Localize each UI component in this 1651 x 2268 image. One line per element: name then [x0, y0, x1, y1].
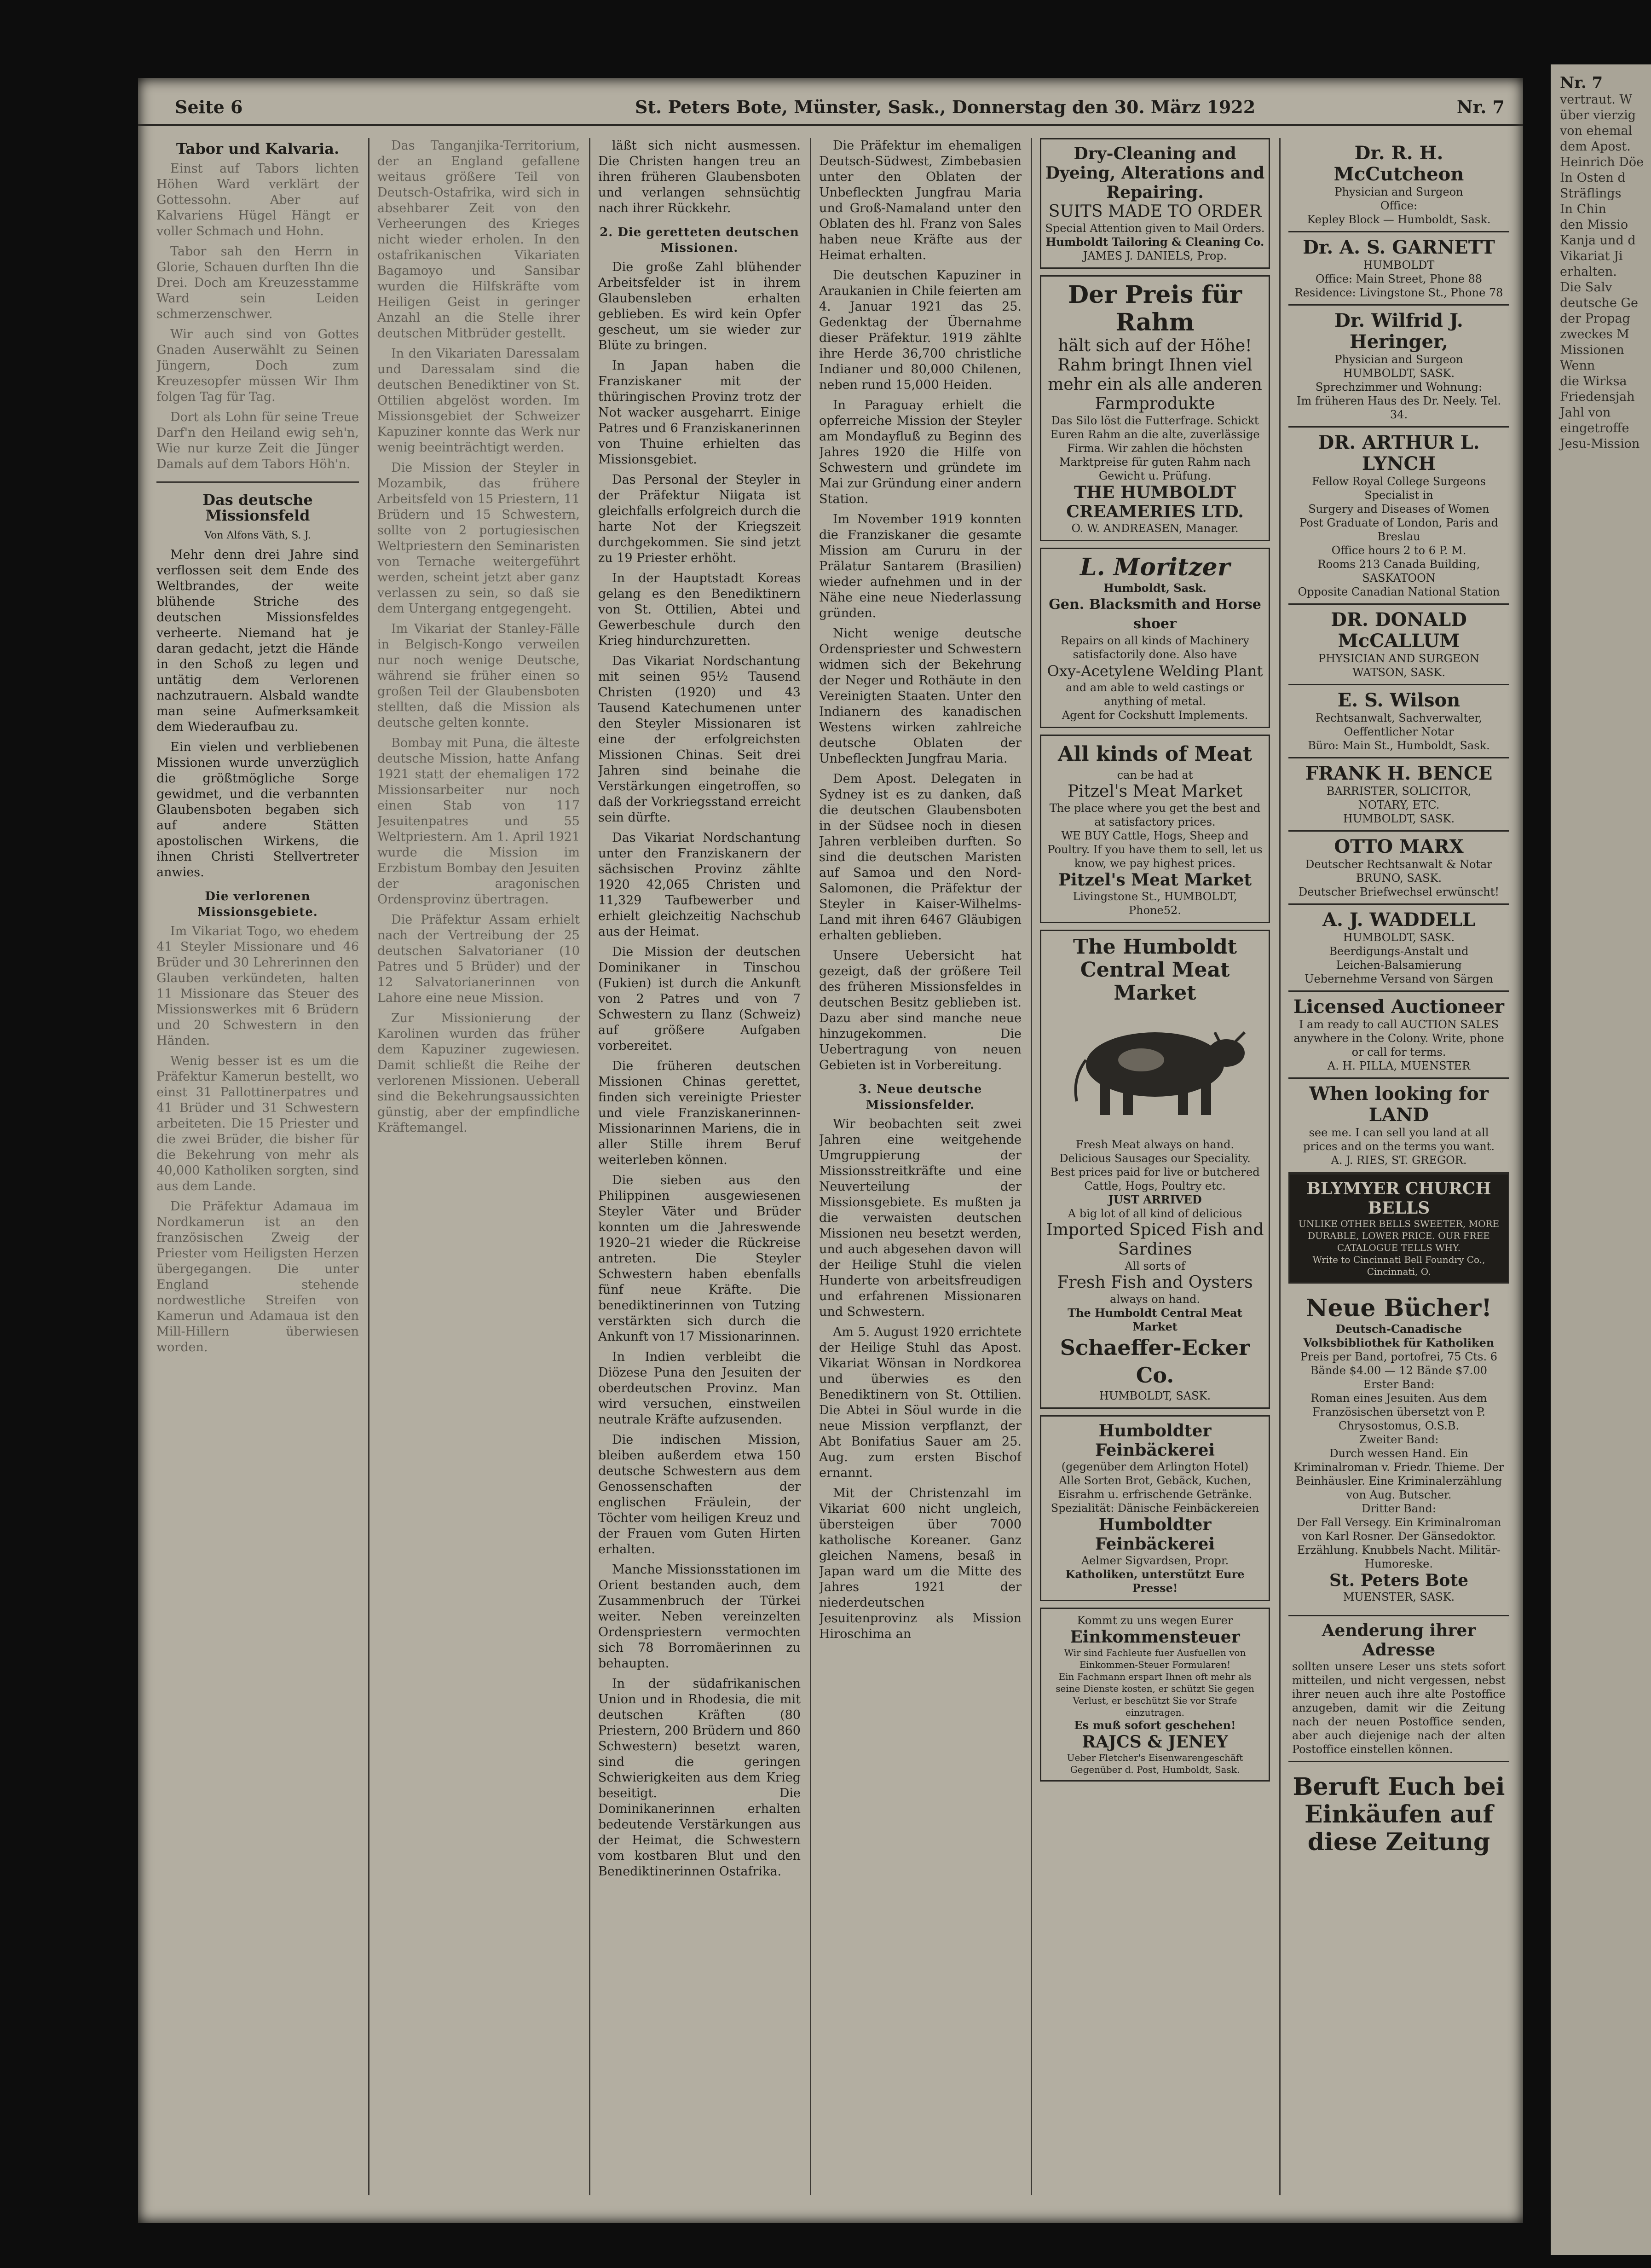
card-line: BRUNO, SASK.: [1356, 872, 1442, 885]
ad-line: Best prices paid for live or butchered Cattle, Hogs, Poultry etc.: [1050, 1166, 1260, 1192]
ad-title: All kinds of Meat: [1057, 742, 1253, 766]
article-paragraph: Die Präfektur Assam erhielt nach der Vertreibung der 25 deutschen Salvatorianer (10 Patres und 5 Brüder) und der 12 Salvatorianerinnen von Lahore eine neue Mission.: [377, 913, 580, 1005]
poem: [156, 161, 359, 472]
section-heading: Die verlorenen Missionsgebiete.: [197, 890, 318, 919]
card-line: HUMBOLDT, SASK.: [1343, 367, 1455, 380]
ad-title: Neue Bücher!: [1305, 1294, 1492, 1322]
article-paragraph: Ein vielen und verbliebenen Missionen wurde unverzüglich die größtmögliche Sorge gewidmet, und die verbannten Glaubensboten begaben sich auf andere Stätten apostolischen Wirkens, die ihnen Christi Stellvertreter anwies.: [156, 740, 359, 879]
ad-line: The place where you get the best and at satisfactory prices.: [1049, 802, 1261, 828]
ad-line: Katholiken, unterstützt Eure Presse!: [1065, 1568, 1245, 1595]
ad-line: Dritter Band:: [1362, 1502, 1436, 1515]
card-line: Residence: Livingstone St., Phone 78: [1294, 286, 1503, 299]
article-paragraph: Mehr denn drei Jahre sind verflossen seit dem Ende des Weltbrandes, der weite blühende Striche des deutschen Missionsfeldes verheerte. Niemand hat je daran gedacht, jetzt die Hände in den Schoß zu legen und untätig dem Verlorenen nachzutrauern. Alsbald wandte man seine Aufmerksamkeit dem Wiederaufbau zu.: [156, 548, 359, 734]
article-paragraph: Wenig besser ist es um die Präfektur Kamerun bestellt, wo einst 31 Pallottinerpatres und 41 Brüder und 31 Schwestern arbeiteten. Die 15 Priester und die zwei Brüder, die bisher für die Bekehrung von mehr als 40,000 Katholiken sorgten, sind aus dem Lande.: [156, 1054, 359, 1193]
ad-line: A big lot of all kind of delicious: [1068, 1207, 1242, 1220]
professional-card: [1288, 992, 1509, 1079]
ad-line: Alle Sorten Brot, Gebäck, Kuchen, Eisrahm u. erfrischende Getränke. Spezialität: Dänische Feinbäckereien: [1051, 1474, 1259, 1515]
ad-dry-cleaning: [1040, 138, 1270, 269]
byline: Von Alfons Väth, S. J.: [204, 530, 311, 541]
section-heading: 2. Die geretteten deutschen Missionen.: [600, 226, 799, 255]
edge-line: erhalten.: [1560, 265, 1617, 279]
ad-line: Zweiter Band:: [1359, 1433, 1439, 1446]
ad-line: (gegenüber dem Arlington Hotel): [1061, 1460, 1249, 1473]
column-ads: [1040, 138, 1270, 2195]
article-paragraph: Mit der Christenzahl im Vikariat 600 nicht ungleich, übersteigen über 7000 katholische Koreaner. Ganz gleichen Namens, besaß in Japan ward um die Mitte des Jahres 1921 der niederdeutschen Jesuitenprovinz als Mission Hiroschima an: [819, 1486, 1022, 1641]
card-name: DR. DONALD McCALLUM: [1331, 609, 1467, 652]
ad-line: Ein Fachmann erspart Ihnen oft mehr als seine Dienste kosten, er schützt Sie gegen Verlust, er beschützt Sie vor Strafe einzutragen.: [1056, 1671, 1254, 1718]
professional-card: [1288, 306, 1509, 428]
card-name: When looking for LAND: [1309, 1083, 1489, 1126]
article-paragraph: Manche Missionsstationen im Orient bestanden auch, dem Zusammenbruch der Türkei weiter. Neben vereinzelten Ordenspriestern vermochten sich 78 Borromäerinnen zu behaupten.: [598, 1562, 801, 1671]
article-paragraph: In der südafrikanischen Union und in Rhodesia, die mit deutschen Kräften (80 Priestern, 200 Brüdern und 860 Schwestern) besetzt waren, sind die geringen Schwierigkeiten aus dem Krieg beseitigt. Die Dominikanerinnen erhalten bedeutende Verstärkungen aus der Heimat, die Schwestern vom kostbaren Blut und den Benediktinerinnen Ostafrika.: [598, 1677, 801, 1879]
article-paragraph: Im Vikariat Togo, wo ehedem 41 Steyler Missionare und 46 Brüder und 30 Lehrerinnen den Glauben verkündeten, halten 11 Missionare das Steuer des Missionswerkes mit 6 Brüdern und 20 Schwestern in den Händen.: [156, 924, 359, 1048]
ad-creamery: [1040, 275, 1270, 541]
article-paragraph: Das Personal der Steyler in der Präfektur Niigata ist gleichfalls erfolgreich durch die harte Not der Kriegszeit durchgekommen. Sie sind jetzt zu 19 Priester erhöht.: [598, 473, 801, 565]
professional-card: [1288, 428, 1509, 605]
edge-line: deutsche Ge: [1560, 296, 1638, 310]
ad-line: Rahm bringt Ihnen viel mehr ein als alle anderen Farmprodukte: [1048, 356, 1262, 413]
edge-line: eingetroffe: [1560, 421, 1629, 435]
card-line: Leichen-Balsamierung: [1336, 959, 1462, 972]
card-name: Dr. A. S. GARNETT: [1303, 237, 1495, 258]
ad-title: Einkommensteuer: [1070, 1627, 1240, 1647]
article-paragraph: Die Präfektur Adamaua im Nordkamerun ist an den französischen Zweig der Priester vom Heiligsten Herzen übergegangen. Die unter England stehende nordwestliche Streifen von Kamerun und Adamaua ist den Mill-Hillern überwiesen worden.: [156, 1199, 359, 1354]
edge-line: Sträflings: [1560, 186, 1622, 201]
column-rule: [810, 138, 811, 2195]
masthead-bar: [138, 92, 1523, 126]
ad-line: Erster Band:: [1363, 1378, 1435, 1391]
card-line: Sprechzimmer und Wohnung:: [1315, 381, 1483, 393]
card-line: A. H. PILLA, MUENSTER: [1327, 1059, 1471, 1072]
next-page-number: Nr. 7: [1560, 74, 1603, 92]
card-line: Rechtsanwalt, Sachverwalter,: [1315, 712, 1483, 724]
ad-line: Imported Spiced Fish and Sardines: [1046, 1221, 1264, 1259]
card-name: Dr. R. H. McCutcheon: [1334, 142, 1464, 185]
article-paragraph: Wir beobachten seit zwei Jahren eine weitgehende Umgruppierung der Missionsstreitkräfte und eine Neuverteilung der Missionsgebiete. Es mußten ja die verwaisten deutschen Missionen neu besetzt werden, und auch abgesehen davon will der Heilige Stuhl die vielen Hunderte von arbeitsfreudigen und erfahrenen Missionaren und Schwestern.: [819, 1117, 1022, 1319]
ad-line: Wir sind Fachleute fuer Ausfuellen von Einkommen-Steuer Formularen!: [1064, 1647, 1246, 1670]
edge-line: von ehemal: [1560, 124, 1633, 138]
ad-line: Agent for Cockshutt Implements.: [1062, 709, 1248, 722]
ad-line: HUMBOLDT, SASK.: [1099, 1389, 1211, 1402]
card-line: Im früheren Haus des Dr. Neely. Tel. 34.: [1297, 394, 1501, 421]
ad-line: Fresh Meat always on hand.: [1075, 1138, 1235, 1151]
column-2: [377, 138, 580, 2195]
article-paragraph: In der Hauptstadt Koreas gelang es den Benediktinern von St. Ottilien, Abtei und Gewerbeschule durch den Krieg hindurchzuretten.: [598, 571, 801, 648]
card-line: A. J. RIES, ST. GREGOR.: [1331, 1154, 1467, 1167]
section-heading: 3. Neue deutsche Missionsfelder.: [858, 1082, 982, 1112]
ad-line: Durch wessen Hand. Ein Kriminalroman v. Friedr. Thieme. Der Beinhäusler. Eine Kriminalerzählung von Aug. Butscher.: [1293, 1447, 1504, 1501]
professional-card: [1288, 232, 1509, 306]
ad-line: Der Fall Versegy. Ein Kriminalroman von Karl Rosner. Der Gänsedoktor. Erzählung. Knubbels Nacht. Militär-Humoreske.: [1296, 1516, 1501, 1570]
edge-line: Die Salv: [1560, 280, 1612, 295]
ad-firm: THE HUMBOLDT CREAMERIES LTD.: [1066, 483, 1244, 521]
card-line: HUMBOLDT, SASK.: [1343, 812, 1455, 825]
edge-line: Jahl von: [1560, 405, 1611, 420]
edge-line: In Chin: [1560, 202, 1606, 216]
ad-bakery: [1040, 1415, 1270, 1601]
edge-line: über vierzig: [1560, 108, 1636, 122]
ad-pitzel: [1040, 735, 1270, 923]
card-line: NOTARY, ETC.: [1358, 798, 1440, 811]
edge-line: dem Apost.: [1560, 139, 1631, 154]
notice-text: sollten unsere Leser uns stets sofort mitteilen, und nicht vergessen, nebst ihrer neuen auch ihre alte Postoffice anzugeben, damit wir die Zeitung nach der neuen Postoffice senden, aber auch diejenige nach der alten Postoffice einstellen können.: [1292, 1660, 1506, 1756]
edge-line: die Wirksa: [1560, 374, 1627, 388]
article-paragraph: Im Vikariat der Stanley-Fälle in Belgisch-Kongo verweilen nur noch wenige Deutsche, während sie früher einen so großen Teil der Glaubensboten stellten, daß die Mission als deutsche gelten konnte.: [377, 622, 580, 730]
article-paragraph: Die große Zahl blühender Arbeitsfelder ist in ihrem Glaubensleben erhalten geblieben. Es wird kein Opfer gescheut, um sie wieder zur Blüte zu bringen.: [598, 260, 801, 353]
card-line: HUMBOLDT, SASK.: [1343, 931, 1455, 944]
edge-line: den Missio: [1560, 218, 1628, 232]
article-paragraph: Die indischen Mission, bleiben außerdem etwa 150 deutsche Schwestern aus dem Genossenschaften der englischen Fräulein, der Töchter vom heiligen Kreuz und der Frauen vom Guten Hirten erhalten.: [598, 1433, 801, 1556]
notice-title: Beruft Euch bei Einkäufen auf diese Zeitung: [1293, 1773, 1505, 1856]
poem-stanza: Tabor sah den Herrn in Glorie, Schauen durften Ihn die Drei. Doch am Kreuzesstamme Ward sein Leiden schmerzenschwer.: [156, 244, 359, 321]
card-name: A. J. WADDELL: [1322, 909, 1476, 931]
edge-line: Vikariat Ji: [1560, 249, 1623, 263]
ad-line: MUENSTER, SASK.: [1343, 1591, 1455, 1603]
ad-line: Roman eines Jesuiten. Aus dem Französischen übersetzt von P. Chrysostomus, O.S.B.: [1310, 1392, 1487, 1432]
ad-books: [1288, 1290, 1509, 1608]
card-line: Surgery and Diseases of Women: [1308, 503, 1489, 515]
article-paragraph: In Japan haben die Franziskaner mit der thüringischen Provinz trotz der Not wacker ausgeharrt. Einige Patres und 6 Franziskanerinnen von Thuine erhielten das Missionsgebiet.: [598, 359, 801, 467]
ad-line: and am able to weld castings or anything of metal.: [1066, 681, 1244, 708]
article-paragraph: Zur Missionierung der Karolinen wurden das früher dem Kapuziner zugewiesen. Damit schließt die Reihe der verlorenen Missionen. Ueberall sind die Bekehrungsaussichten günstig, aber der empfindliche Kräftemangel.: [377, 1011, 580, 1135]
ad-line: Aelmer Sigvardsen, Propr.: [1081, 1554, 1229, 1567]
card-line: Opposite Canadian National Station: [1298, 585, 1500, 598]
ox-illustration: [1058, 1009, 1252, 1129]
divider: [156, 481, 359, 483]
ad-firm: RAJCS & JENEY: [1082, 1732, 1228, 1752]
article-paragraph: Die Mission der deutschen Dominikaner in Tinschou (Fukien) ist durch die Ankunft von 2 Patres und von 7 Schwestern zu Ilanz (Schweiz) auf größere Aufgaben vorbereitet.: [598, 945, 801, 1053]
ad-firm: St. Peters Bote: [1329, 1571, 1468, 1590]
card-line: Deutscher Briefwechsel erwünscht!: [1298, 885, 1500, 898]
ad-firm: Schaeffer-Ecker Co.: [1060, 1335, 1250, 1388]
newspaper-page: [138, 78, 1523, 2223]
article-paragraph: Das Vikariat Nordschantung mit seinen 95½ Tausend Christen (1920) und 43 Tausend Katechumenen unter den Steyler Missionaren ist eine der erfolgreichsten Missionen Chinas. Seit drei Jahren sind beinahe die Verstärkungen eingetroffen, so daß der Vorkriegsstand erreicht sein dürfte.: [598, 654, 801, 825]
ad-line: Delicious Sausages our Speciality.: [1059, 1152, 1251, 1165]
column-rule: [589, 138, 590, 2195]
ad-line: Kommt zu uns wegen Eurer: [1077, 1614, 1233, 1627]
poem-stanza: Dort als Lohn für seine Treue Darf'n den Heiland ewig seh'n, Wie nur kurze Zeit die Jünger Damals auf dem Tabors Höh'n.: [156, 410, 359, 471]
poem-stanza: Einst auf Tabors lichten Höhen Ward verklärt der Gottessohn. Aber auf Kalvariens Hügel Hängt er voller Schmach und Hohn.: [156, 162, 359, 238]
article-paragraph: Die sieben aus den Philippinen ausgewiesenen Steyler Väter und Brüder konnten um die Jahreswende 1920–21 wieder die Rückreise antreten. Die Steyler Schwestern haben ebenfalls fünf neue Kräfte. Die benediktinerinnen von Tutzing verstärkten sich durch die Ankunft von 17 Missionarinnen.: [598, 1173, 801, 1344]
ad-line: Humboldt, Sask.: [1103, 581, 1206, 595]
edge-line: Jesu-Mission: [1560, 437, 1640, 451]
card-line: Büro: Main St., Humboldt, Sask.: [1308, 739, 1490, 752]
card-name: DR. ARTHUR L. LYNCH: [1318, 432, 1480, 474]
card-name: Dr. Wilfrid J. Heringer,: [1334, 310, 1463, 353]
ad-line: JAMES J. DANIELS, Prop.: [1083, 249, 1227, 262]
ad-line: Fresh Fish and Oysters: [1057, 1273, 1253, 1292]
edge-line: Friedensjah: [1560, 390, 1635, 404]
card-line: Rooms 213 Canada Building, SASKATOON: [1317, 558, 1480, 584]
ad-line: All sorts of: [1125, 1260, 1185, 1273]
card-line: Kepley Block — Humboldt, Sask.: [1307, 213, 1491, 226]
card-name: E. S. Wilson: [1337, 689, 1460, 711]
ad-line: Deutsch-Canadische Volksbibliothek für Katholiken: [1303, 1322, 1495, 1349]
column-4: [819, 138, 1022, 2195]
edge-line: Heinrich Döe: [1560, 155, 1644, 169]
ad-title: The Humboldt Central Meat Market: [1073, 935, 1237, 1005]
column-rule: [1031, 138, 1032, 2195]
card-line: Office: Main Street, Phone 88: [1315, 272, 1483, 285]
notice-address: [1288, 1615, 1509, 1762]
professional-card: [1288, 605, 1509, 685]
page-number-left: Seite 6: [175, 97, 243, 117]
card-line: Post Graduate of London, Paris and Breslau: [1299, 516, 1498, 543]
column-rule: [368, 138, 369, 2195]
ad-firm: Humboldt Tailoring & Cleaning Co.: [1045, 235, 1264, 249]
article-paragraph: Das Tanganjika-Territorium, der an England gefallene weitaus größere Teil von Deutsch-Ostafrika, wird sich in absehbarer Zeit von den Verheerungen des Krieges nicht wieder erholen. In den ostafrikanischen Vikariaten Bagamoyo und Sansibar wurden die Hilfskräfte vom Heiligen Geist in geringer Anzahl an die Stelle ihrer deutschen Mitbrüder gestellt.: [377, 139, 580, 341]
card-line: BARRISTER, SOLICITOR,: [1326, 785, 1472, 798]
ad-line: Gen. Blacksmith and Horse shoer: [1049, 596, 1261, 632]
card-line: Beerdigungs-Anstalt und: [1329, 945, 1469, 958]
ad-line: Livingstone St., HUMBOLDT, Phone52.: [1073, 890, 1237, 917]
notice-title: Aenderung ihrer Adresse: [1322, 1621, 1476, 1660]
ad-line: Oxy-Acetylene Welding Plant: [1047, 662, 1263, 680]
ad-line: Das Silo löst die Futterfrage. Schickt Euren Rahm an die alte, zuverlässige Firma. Wir zahlen die höchsten Marktpreise für guten Rahm nach Gewicht u. Prüfung.: [1050, 414, 1260, 482]
card-line: Office hours 2 to 6 P. M.: [1331, 544, 1466, 557]
next-page-edge: [1551, 64, 1651, 2255]
card-line: PHYSICIAN AND SURGEON: [1318, 652, 1479, 665]
card-name: FRANK H. BENCE: [1305, 763, 1493, 784]
ad-line: JUST ARRIVED: [1108, 1193, 1202, 1206]
ad-income-tax: [1040, 1608, 1270, 1782]
card-line: see me. I can sell you land at all prices and on the terms you want.: [1303, 1126, 1495, 1153]
card-name: OTTO MARX: [1334, 836, 1464, 857]
article-title: Das deutsche Missionsfeld: [202, 491, 313, 524]
professional-card: [1288, 138, 1509, 232]
edge-line: Wenn: [1560, 359, 1595, 373]
card-line: Fellow Royal College Surgeons: [1312, 475, 1486, 488]
masthead-title: St. Peters Bote, Münster, Sask., Donnerstag den 30. März 1922: [635, 97, 1256, 117]
card-line: Physician and Surgeon: [1334, 185, 1463, 198]
column-cards: [1288, 138, 1509, 2195]
ad-line: The Humboldt Central Meat Market: [1068, 1306, 1242, 1333]
ad-line: Es muß sofort geschehen!: [1074, 1718, 1236, 1732]
ad-line: Special Attention given to Mail Orders.: [1045, 222, 1265, 235]
card-line: Physician and Surgeon: [1334, 353, 1463, 366]
card-line: HUMBOLDT: [1363, 259, 1435, 272]
article-paragraph: Am 5. August 1920 errichtete der Heilige Stuhl das Apost. Vikariat Wönsan in Nordkorea und überwies es den Benediktinern von St. Ottilien. Die Abtei in Söul wurde in die neue Mission verpflanzt, der Abt Bonifatius Sauer am 25. Aug. zum ersten Bischof ernannt.: [819, 1325, 1022, 1480]
poem-stanza: Wir auch sind von Gottes Gnaden Auserwählt zu Seinen Jüngern, Doch zum Kreuzesopfer müssen Wir Ihm folgen Tag für Tag.: [156, 327, 359, 404]
professional-cards: [1288, 138, 1509, 1173]
ad-line: UNLIKE OTHER BELLS SWEETER, MORE DURABLE, LOWER PRICE. OUR FREE CATALOGUE TELLS WHY.: [1298, 1218, 1500, 1253]
column-1: [156, 138, 359, 2195]
article-paragraph: Die früheren deutschen Missionen Chinas gerettet, finden sich vereinigte Priester und viele Franziskanerinnen-Missionarinnen Mariens, die in aller Stille ihrem Beruf weiterleben können.: [598, 1059, 801, 1167]
professional-card: [1288, 905, 1509, 992]
edge-line: zweckes M: [1560, 327, 1629, 341]
ad-line: Write to Cincinnati Bell Foundry Co., Cincinnati, O.: [1312, 1254, 1485, 1277]
ad-line: Humboldter Feinbäckerei: [1095, 1515, 1215, 1554]
article-paragraph: Nicht wenige deutsche Ordenspriester und Schwestern widmen sich der Bekehrung der Neger und Rothäute in den Vereinigten Staaten. Unter den Indianern des kanadischen Westens wirken zahlreiche deutsche Oblaten der Unbefleckten Jungfrau Maria.: [819, 626, 1022, 766]
notice-call: [1288, 1769, 1509, 1861]
poem-title: Tabor und Kalvaria.: [176, 140, 340, 157]
card-line: WATSON, SASK.: [1352, 666, 1446, 679]
card-line: Oeffentlicher Notar: [1344, 725, 1454, 738]
ad-title: BLYMYER CHURCH BELLS: [1306, 1179, 1491, 1218]
ad-line: Repairs on all kinds of Machinery satisfactorily done. Also have: [1061, 634, 1249, 661]
ad-title: Humboldter Feinbäckerei: [1095, 1421, 1215, 1460]
article-paragraph: Im November 1919 konnten die Franziskaner die gesamte Mission am Cururu in der Prälatur Santarem (Brasilien) wieder aufnehmen und in der Nähe eine neue Niederlassung gründen.: [819, 512, 1022, 620]
ad-title: L. Moritzer: [1080, 553, 1230, 581]
edge-line: vertraut. W: [1560, 93, 1633, 107]
article-paragraph: Bombay mit Puna, die älteste deutsche Mission, hatte Anfang 1921 statt der ehemaligen 172 Missionsarbeiter nur noch einen Stab von 117 Jesuitenpatres und 55 Weltpriestern. Am 1. April 1921 wurde die Mission im Erzbistum Bombay den Jesuiten der aragonischen Ordensprovinz übertragen.: [377, 736, 580, 907]
edge-line: In Osten d: [1560, 171, 1626, 185]
card-line: Deutscher Rechtsanwalt & Notar: [1305, 858, 1492, 871]
article-paragraph: Die Mission der Steyler in Mozambik, das frühere Arbeitsfeld von 15 Priestern, 11 Brüdern und 15 Schwestern, sollte von 2 portugiesischen Weltpriestern den Seminaristen von Ternache weitergeführt werden, scheint jetzt aber ganz verlassen zu sein, so daß sie dem Untergang entgegengeht.: [377, 461, 580, 616]
next-page-text: [1560, 92, 1644, 452]
card-line: Uebernehme Versand von Särgen: [1305, 972, 1493, 985]
ad-central-meat: [1040, 930, 1270, 1409]
professional-card: [1288, 1079, 1509, 1173]
article-paragraph: Die Präfektur im ehemaligen Deutsch-Südwest, Zimbebasien unter den Oblaten der Unbefleckten Jungfrau Maria und Groß-Namaland unter den Oblaten des hl. Franz von Sales haben neue Kräfte aus der Heimat erhalten.: [819, 139, 1022, 262]
professional-card: [1288, 685, 1509, 758]
ad-line: WE BUY Cattle, Hogs, Sheep and Poultry. If you have them to sell, let us know, we pay highest prices.: [1047, 829, 1263, 870]
ad-firm: Pitzel's Meat Market: [1058, 870, 1252, 890]
article-paragraph: Das Vikariat Nordschantung unter den Franziskanern der sächsischen Provinz zählte 1920 42,065 Christen und 11,329 Taufbewerber und erhielt gleichzeitig Nachschub aus der Heimat.: [598, 831, 801, 939]
page-number-right: Nr. 7: [1456, 97, 1505, 117]
ad-line: SUITS MADE TO ORDER: [1048, 202, 1262, 221]
column-3: [598, 138, 801, 2195]
article-paragraph: Die deutschen Kapuziner in Araukanien in Chile feierten am 4. Januar 1921 das 25. Gedenktag der Übernahme dieser Präfektur. 1919 zählte ihre Herde 36,700 christliche Indianer und 80,000 Chilenen, neben rund 15,000 Heiden.: [819, 268, 1022, 392]
card-name: Licensed Auctioneer: [1293, 996, 1504, 1018]
article-paragraph: Dem Apost. Delegaten in Sydney ist es zu danken, daß die deutschen Glaubensboten in der Südsee noch in diesen Jahren verbleiben durften. So sind die deutschen Maristen auf Samoa und den Nord-Salomonen, die Präfektur der Steyler in Kaiser-Wilhelms-Land mit ihren 6467 Gläubigen erhalten geblieben.: [819, 772, 1022, 943]
article-paragraph: In Paraguay erhielt die opferreiche Mission der Steyler am Mondayfluß zu Beginn des Jahres 1920 die Hilfe von Schwestern und gründete im Mai zur Gründung einer andern Station.: [819, 398, 1022, 506]
column-rule: [1279, 138, 1281, 2195]
ad-line: Preis per Band, portofrei, 75 Cts. 6 Bände $4.00 — 12 Bände $7.00: [1300, 1350, 1498, 1377]
ad-church-bells: [1288, 1173, 1509, 1284]
ad-line: Ueber Fletcher's Eisenwarengeschäft Gegenüber d. Post, Humboldt, Sask.: [1067, 1752, 1243, 1775]
ad-moritzer: [1040, 548, 1270, 728]
card-line: Office:: [1380, 199, 1418, 212]
edge-line: der Propag: [1560, 312, 1630, 326]
card-line: Specialist in: [1364, 489, 1433, 502]
ad-line: always on hand.: [1109, 1293, 1201, 1306]
ad-line: Pitzel's Meat Market: [1067, 782, 1243, 801]
ad-title: Dry-Cleaning and Dyeing, Alterations and Repairing.: [1045, 144, 1265, 202]
ad-line: hält sich auf der Höhe!: [1058, 336, 1252, 355]
ad-line: can be had at: [1117, 769, 1193, 781]
ad-line: O. W. ANDREASEN, Manager.: [1071, 522, 1239, 535]
professional-card: [1288, 832, 1509, 905]
edge-line: Missionen: [1560, 343, 1624, 357]
ad-title: Der Preis für Rahm: [1068, 281, 1242, 336]
article-paragraph: In den Vikariaten Daressalam und Daressalam sind die deutschen Benediktiner von St. Ottilien abgelöst worden. Im Missionsgebiet der Schweizer Kapuziner konnte das Werk nur wenig beeinträchtigt werden.: [377, 347, 580, 455]
article-paragraph: In Indien verbleibt die Diözese Puna den Jesuiten der oberdeutschen Provinz. Man wird versuchen, einstweilen neutrale Kräfte aufzusenden.: [598, 1350, 801, 1427]
edge-line: Kanja und d: [1560, 233, 1636, 248]
professional-card: [1288, 758, 1509, 832]
card-line: I am ready to call AUCTION SALES anywhere in the Colony. Write, phone or call for terms.: [1293, 1018, 1504, 1059]
article-paragraph: läßt sich nicht ausmessen. Die Christen hangen treu an ihren früheren Glaubensboten und verlangen sehnsüchtig nach ihrer Rückkehr.: [598, 139, 801, 215]
article-paragraph: Unsere Uebersicht hat gezeigt, daß der größere Teil des früheren Missionsfeldes in deutschen Besitz geblieben ist. Dazu aber sind manche neue hinzugekommen. Die Uebertragung von neuen Gebieten ist in Vorbereitung.: [819, 949, 1022, 1072]
